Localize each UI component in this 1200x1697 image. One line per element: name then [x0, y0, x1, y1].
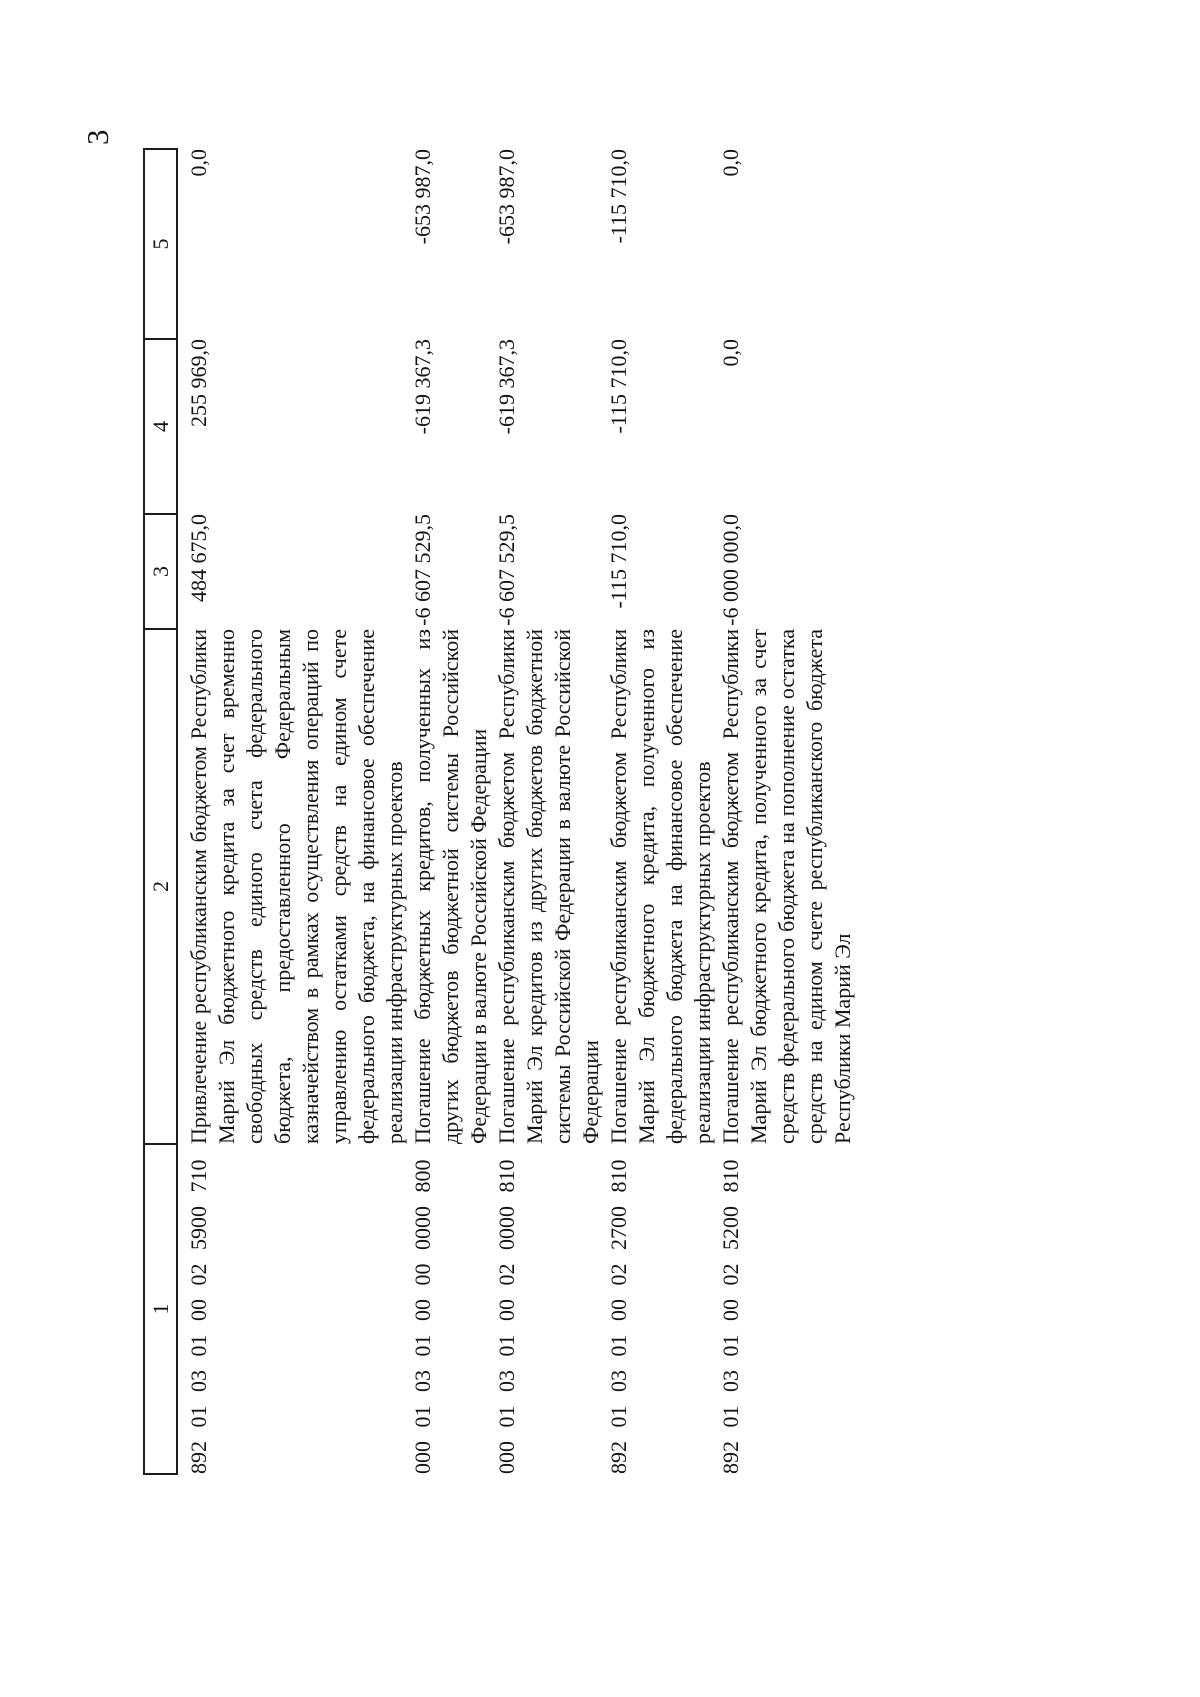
table-row — [409, 149, 493, 1474]
amount-col4: 255 969,0 — [186, 339, 211, 427]
classification-code: 892 01 03 01 00 02 5900 710 — [186, 1159, 211, 1474]
amount-col3: -6 607 529,5 — [494, 514, 519, 626]
classification-code: 000 01 03 01 00 02 0000 810 — [494, 1159, 519, 1474]
operation-name: Погашение республиканским бюджетом Республики Марий Эл бюджетного кредита, полученного из федерального бюджета на финансовое обеспечение реализации инфраструктурных проектов — [606, 629, 715, 1144]
amount-col3: -6 607 529,5 — [410, 514, 435, 626]
column-header-2: 2 — [144, 629, 177, 1144]
classification-code: 892 01 03 01 00 02 5200 810 — [718, 1159, 743, 1474]
classification-code: 892 01 03 01 00 02 2700 810 — [606, 1159, 631, 1474]
column-header-3: 3 — [144, 514, 177, 629]
amount-col5: -653 987,0 — [494, 149, 519, 245]
table-row — [717, 149, 857, 1474]
operation-name: Погашение республиканским бюджетом Республики Марий Эл бюджетного кредита, полученного за счет средств федерального бюджета на пополнение остатка средств на едином счете республиканского бюджета Республики Марий Эл — [718, 629, 855, 1144]
operation-name: Привлечение республиканским бюджетом Республики Марий Эл бюджетного кредита за счет временно свободных средств единого счета федерального бюджета, предоставленного Федеральным казначейством в рамках осуществления операций по управлению остатками средств на едином счете федерального бюджета, на финансовое обеспечение реализации инфраструктурных проектов — [186, 629, 407, 1144]
table-header — [144, 149, 177, 1474]
amount-col4: 0,0 — [718, 339, 743, 367]
amount-col5: -653 987,0 — [410, 149, 435, 245]
table-row — [177, 149, 409, 1474]
operation-name: Погашение бюджетных кредитов, полученных из других бюджетов бюджетной системы Российской Федерации в валюте Российской Федерации — [410, 629, 491, 1144]
operation-name: Погашение республиканским бюджетом Республики Марий Эл кредитов из других бюджетов бюджетной системы Российской Федерации в валюте Российской Федерации — [494, 629, 603, 1144]
amount-col4: -619 367,3 — [494, 339, 519, 435]
amount-col4: -619 367,3 — [410, 339, 435, 435]
amount-col5: 0,0 — [186, 149, 211, 177]
table-row — [605, 149, 717, 1474]
amount-col5: 0,0 — [718, 149, 743, 177]
column-header-1: 1 — [144, 1144, 177, 1474]
amount-col4: -115 710,0 — [606, 339, 631, 434]
classification-code: 000 01 03 01 00 00 0000 800 — [410, 1159, 435, 1474]
table-row — [493, 149, 605, 1474]
amount-col3: -115 710,0 — [606, 514, 631, 609]
column-header-4: 4 — [144, 339, 177, 514]
amount-col3: -6 000 000,0 — [718, 514, 743, 626]
header-row — [144, 149, 177, 1474]
page-number: 3 — [80, 129, 115, 145]
amount-col5: -115 710,0 — [606, 149, 631, 244]
amount-col3: 484 675,0 — [186, 514, 211, 602]
budget-table — [143, 148, 857, 1475]
table-body — [177, 149, 857, 1474]
column-header-5: 5 — [144, 149, 177, 339]
